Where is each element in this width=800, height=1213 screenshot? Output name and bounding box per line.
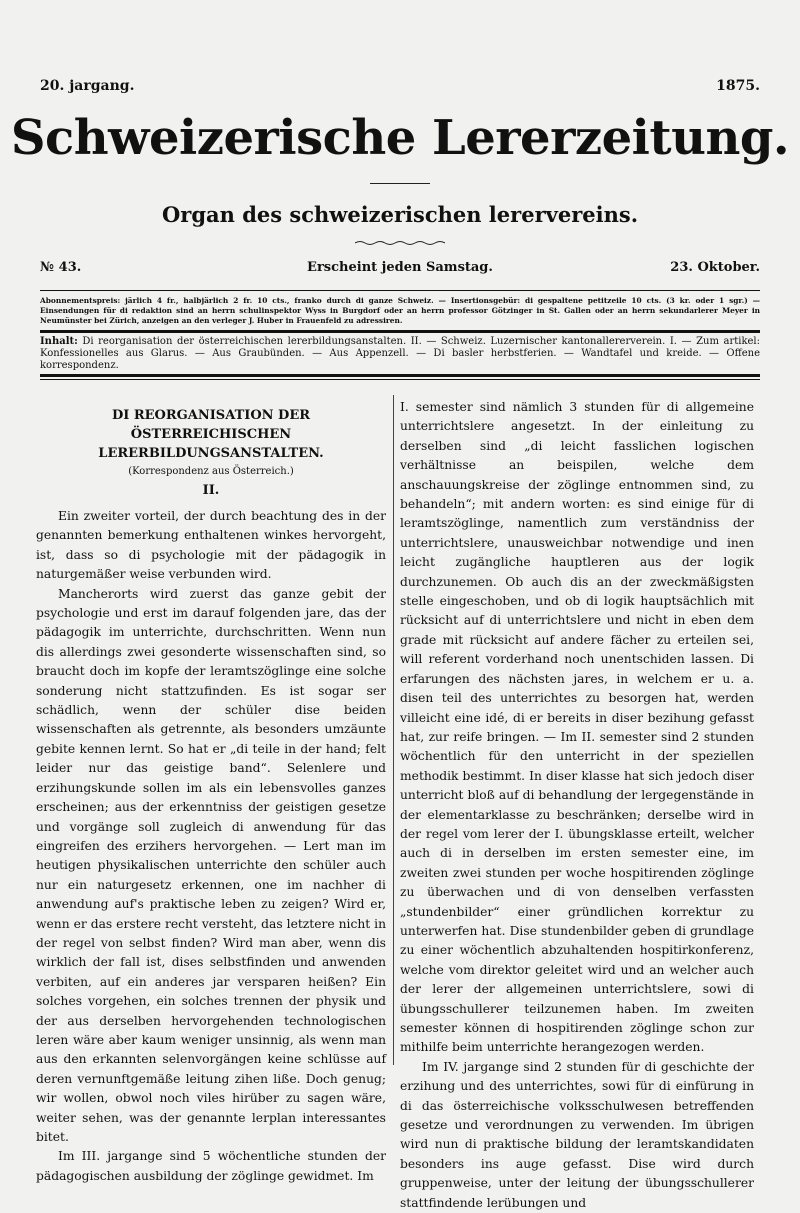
column-divider [393, 395, 394, 1065]
issue-number: № 43. [40, 260, 82, 275]
paragraph: Im IV. jargange sind 2 stunden für di geschichte der erzihung und des unterrichtes, sowi für di einfürung in di das österreichische volksschulwesen betreffenden gesetze und verordnungen zu verwenden. Im übrigen wird nun di praktische bildung der leramtskandidaten besonders ins auge gefasst. Dise wird durch gruppenweise, unter der leitung der übungsschullerer stattfindende lerübungen und [400, 1059, 754, 1210]
contents-text: Di reorganisation der österreichischen lererbildungsanstalten. II. — Schweiz. Luzernischer kantonallererverein. I. — Zum artikel: Konfessionelles aus Glarus. — Aus Graubünden. — Aus Appenzell. — Di basler herbstferien. — Wandtafel und kreide. — Offene korrespondenz. [40, 336, 760, 371]
article-title: DI REORGANISATION DER ÖSTERREICHISCHEN LERERBILDUNGSANSTALTEN. [98, 408, 324, 461]
column-left [36, 398, 386, 1186]
rule-thin [40, 379, 760, 380]
paragraph: I. semester sind nämlich 3 stunden für di allgemeine unterrichtslere angesetzt. In der einleitung zu derselben sind „di leicht fasslichen logischen verhältnisse an beispilen, welche dem anschauungskreise der zöglinge entnommen sind, zu behandeln“; mit andern worten: es sind einige für di leramtszöglinge, namentlich zum verständniss der unterrichtslere, unausweichbar notwendige und inen leicht zugängliche hauptleren aus der logik durchzunemen. Ob auch dis an der zweckmäßigsten stelle eingeschoben, und ob di logik hauptsächlich mit rücksicht auf di unterrichtslere und nicht in eben dem grade mit rücksicht auf andere fächer zu erteilen sei, will referent vorderhand noch unentschiden lassen. Di erfarungen des nächsten jares, in welchem er u. a. disen teil des unterrichtes zu besorgen hat, werden villeicht eine idé, di er bereits in diser bezihung gefasst hat, zur reife bringen. — Im II. semester sind 2 stunden wöchentlich für den unterricht in der speziellen methodik bestimmt. In diser klasse hat sich jedoch diser unterricht bloß auf di behandlung der lergegenstände in der elementarklasse zu beschränken; derselbe wird in der regel vom lerer der I. übungsklasse erteilt, welcher auch di in derselben im ersten semester eine, im zweiten zwei stunden per woche hospitirenden zöglinge zu überwachen und di von denselben verfassten „stundenbilder“ einer gründlichen korrektur zu unterwerfen hat. Dise stundenbilder geben di grundlage zu einer wöchentlich abzuhaltenden hospitirkonferenz, welche vom direktor geleitet wird und an welcher auch der lerer der allgemeinen unterrichtslere, sowi di übungsschullerer teilzunemen haben. Im zweiten semester können di hospitirenden zöglinge schon zur mithilfe beim unterrichte herangezogen werden. [400, 400, 754, 1055]
table-of-contents [40, 336, 760, 372]
article-section-number: II. [202, 483, 220, 498]
frequency-label: Erscheint jeden Samstag. [307, 260, 493, 275]
masthead-top-line [40, 78, 760, 100]
subscription-notice: Abonnementspreis: järlich 4 fr., halbjärlich 2 fr. 10 cts., franko durch di ganze Schweiz. — Insertionsgebür: di gespaltene petitzeile 10 cts. (3 kr. oder 1 sgr.) — Einsendungen für di redaktion sind an herrn schulinspektor Wyss in Burgdorf oder an herrn professor Götzinger in St. Gallen oder an herrn sekundarlerer Meyer in Neumünster bei Zürich, anzeigen an den verleger J. Huber in Frauenfeld zu adressiren. [40, 296, 760, 325]
ornament-divider [355, 240, 445, 246]
rule-top [40, 290, 760, 291]
column-right [400, 398, 754, 1213]
issue-line [40, 260, 760, 280]
rule-thick-1 [40, 330, 760, 333]
paragraph: Mancherorts wird zuerst das ganze gebit der psychologie und erst im darauf folgenden jare, das der pädagogik im unterrichte, durchschritten. Wenn nun dis allerdings zwei gesonderte wissenschaften sind, so braucht doch im kopfe der leramtszöglinge eine solche sonderung nicht stattzufinden. Es ist sogar ser schädlich, wenn der schüler dise beiden wissenschaften als getrennte, als besonders umzäunte gebite kennen lernt. So hat er „di teile in der hand; felt leider nur das geistige band“. Selenlere und erzihungskunde sollen im als ein lebensvolles ganzes erscheinen; aus der erkenntniss der geistigen gesetze und vorgänge soll zugleich di anwendung für das eingreifen des erzihers hervorgehen. — Lert man im heutigen physikalischen unterrichte den schüler auch nur ein naturgesetz erkennen, one im nachher di anwendung auf's praktische leben zu zeigen? Wird er, wenn er das erstere recht versteht, das letztere nicht in der regel von selbst finden? Wird man aber, wenn dis wirklich der fall ist, dises selbstfinden und anwenden verbiten, auf ein anderes jar versparen heißen? Ein solches vorgehen, ein solches trennen der physik und der aus derselben hervorgehenden technologischen leren wäre aber kaum weniger unsinnig, als wenn man aus den erkannten selenvorgängen keine schlüsse auf deren vernunftgemäße leitung zihen liße. Doch genug; wir wollen, obwol noch viles hirüber zu sagen wäre, weiter sehen, was der genannte lerplan interessantes bitet. [36, 586, 386, 1144]
year-label: 1875. [716, 78, 760, 94]
title-rule [370, 183, 430, 184]
rule-thick-2 [40, 374, 760, 377]
article-correspondence: (Korrespondenz aus Österreich.) [128, 466, 294, 477]
issue-date: 23. Oktober. [670, 260, 760, 275]
paragraph: Im III. jargange sind 5 wöchentliche stunden der pädagogischen ausbildung der zöglinge gewidmet. Im [36, 1149, 386, 1183]
volume-label: 20. jargang. [40, 78, 135, 94]
contents-label: Inhalt: [40, 336, 78, 347]
newspaper-subtitle: Organ des schweizerischen lerervereins. [161, 202, 639, 227]
paragraph: Ein zweiter vorteil, der durch beachtung des in der genannten bemerkung enthaltenen winkes hervorgeht, ist, dass so di psychologie mit der pädagogik in naturgemäßer weise verbunden wird. [36, 509, 386, 582]
newspaper-title: Schweizerische Lererzeitung. [10, 110, 790, 166]
